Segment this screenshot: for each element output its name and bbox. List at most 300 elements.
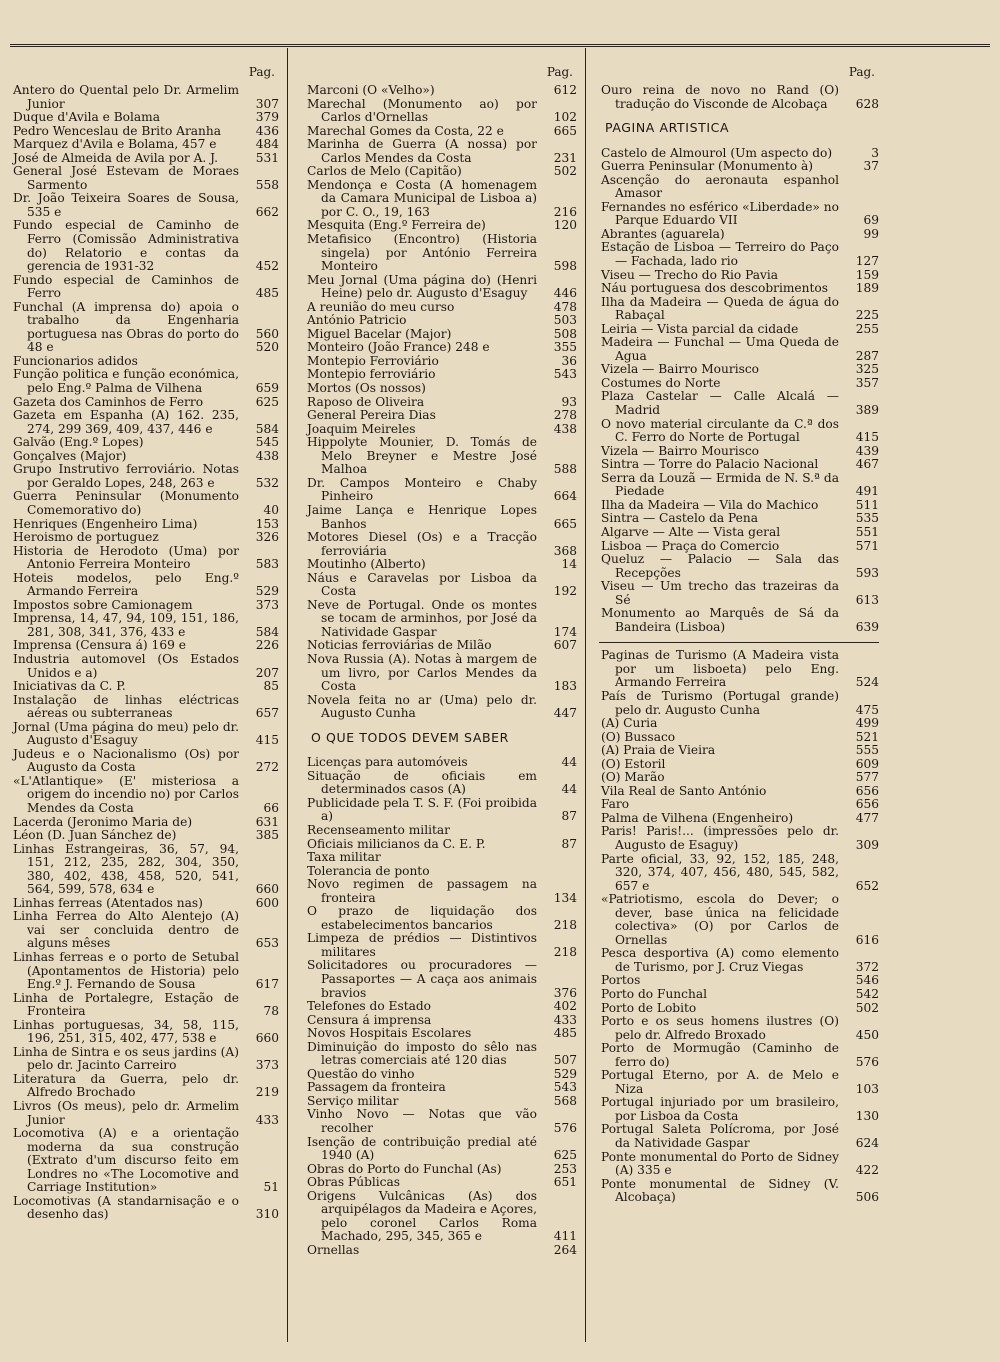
- entry-page-number: 218: [553, 917, 577, 932]
- index-entry: [305, 1244, 577, 1258]
- index-entry: [599, 1042, 879, 1069]
- entry-title: Funcionarios adidos: [13, 353, 138, 368]
- entry-title: Ilha da Madeira — Vila do Machico: [601, 497, 819, 512]
- entry-page-number: 99: [863, 226, 879, 241]
- entry-page-number: 568: [553, 1093, 577, 1108]
- index-entry: [305, 770, 577, 797]
- entry-title: Mesquita (Eng.º Ferreira de): [307, 218, 486, 233]
- entry-page-number: 120: [553, 218, 577, 233]
- index-entry: [599, 785, 879, 799]
- index-entry: [305, 1108, 577, 1135]
- index-entry: [11, 152, 279, 166]
- index-entry: [305, 409, 577, 423]
- entry-page-number: 127: [855, 254, 879, 269]
- index-entry: [305, 436, 577, 477]
- index-entry: [599, 472, 879, 499]
- column-divider: [287, 48, 288, 1342]
- entry-page-number: 571: [855, 538, 879, 553]
- index-entry: [599, 512, 879, 526]
- entry-page-number: 628: [855, 96, 879, 111]
- entry-title: Industria automovel (Os Estados Unidos e a): [13, 651, 239, 680]
- index-entry: [11, 301, 279, 355]
- index-entry: [11, 355, 279, 369]
- entry-page-number: 652: [855, 878, 879, 893]
- index-entry: [11, 111, 279, 125]
- entry-page-number: 78: [263, 1004, 279, 1019]
- index-entry: [599, 458, 879, 472]
- entry-page-number: 216: [553, 204, 577, 219]
- index-entry: [599, 825, 879, 852]
- entry-title: Iniciativas da C. P.: [13, 679, 126, 694]
- index-entry: [599, 84, 879, 111]
- entry-page-number: 507: [553, 1053, 577, 1068]
- index-entry: [305, 694, 577, 721]
- entry-title: Meu Jornal (Uma página do) (Henri Heine) pelo dr. Augusto d'Esaguy: [307, 272, 537, 301]
- entry-page-number: 576: [553, 1121, 577, 1136]
- entry-title: Locomotivas (A standarnisação e o desenho das): [13, 1193, 239, 1222]
- entry-title: Jornal (Uma página do meu) pelo dr. Augusto d'Esaguy: [13, 719, 239, 748]
- entry-page-number: 584: [255, 624, 279, 639]
- entry-page-number: 653: [255, 936, 279, 951]
- entry-page-number: 625: [255, 394, 279, 409]
- section-heading: PAGINA ARTISTICA: [605, 120, 730, 136]
- index-entry: [599, 893, 879, 947]
- entry-page-number: 219: [255, 1085, 279, 1100]
- entry-title: Portugal Eterno, por A. de Melo e Niza: [601, 1068, 839, 1096]
- entry-page-number: 555: [855, 743, 879, 758]
- index-entry: [11, 680, 279, 694]
- index-entry: [599, 607, 879, 634]
- entry-title: Ouro reina de novo no Rand (O) tradução do Visconde de Alcobaça: [601, 83, 839, 111]
- section-heading: O QUE TODOS DEVEM SABER: [311, 729, 509, 745]
- entry-title: Literatura da Guerra, pelo dr. Alfredo Brochado: [13, 1071, 239, 1100]
- entry-title: Monteiro (João France) 248 e: [307, 340, 490, 355]
- entry-page-number: 625: [553, 1148, 577, 1163]
- entry-page-number: 584: [255, 421, 279, 436]
- index-entry: [599, 744, 879, 758]
- entry-title: Madeira — Funchal — Uma Queda de Agua: [601, 335, 839, 363]
- entry-title: Paris! Paris!... (impressões pelo dr. Augusto de Esaguy): [601, 824, 839, 852]
- entry-title: Fernandes no esférico «Liberdade» no Parque Eduardo VII: [601, 199, 839, 228]
- entry-title: Ascenção do aeronauta espanhol Amasor: [601, 172, 839, 201]
- index-entry: [305, 838, 577, 852]
- index-entry: [11, 1100, 279, 1127]
- index-entry: [599, 174, 879, 201]
- entry-title: Fundo especial de Caminhos de Ferro: [13, 272, 239, 301]
- entry-title: Linhas portuguesas, 34, 58, 115, 196, 251, 315, 402, 477, 538 e: [13, 1017, 239, 1046]
- entry-page-number: 87: [561, 809, 577, 824]
- entry-title: Metafisico (Encontro) (Historia singela) por António Ferreira Monteiro: [307, 232, 537, 274]
- entry-title: Questão do vinho: [307, 1066, 415, 1081]
- entry-page-number: 93: [561, 394, 577, 409]
- entry-page-number: 357: [855, 375, 879, 390]
- index-entry: [305, 1176, 577, 1190]
- index-entry: [305, 1000, 577, 1014]
- entry-page-number: 85: [263, 679, 279, 694]
- entry-title: Função politica e função económica, pelo Eng.º Palma de Vilhena: [13, 367, 239, 396]
- index-entry: [11, 531, 279, 545]
- column-divider: [585, 48, 586, 1342]
- entry-title: Vizela — Bairro Mourisco: [601, 362, 760, 377]
- index-list: [305, 84, 577, 721]
- entry-title: Castelo de Almourol (Um aspecto do): [601, 145, 833, 160]
- entry-page-number: 373: [255, 597, 279, 612]
- entry-page-number: 477: [855, 810, 879, 825]
- entry-page-number: 484: [255, 137, 279, 152]
- entry-page-number: 656: [855, 797, 879, 812]
- entry-page-number: 529: [553, 1066, 577, 1081]
- index-entry: [11, 1195, 279, 1222]
- entry-title: Vila Real de Santo António: [601, 783, 767, 798]
- index-entry: [599, 1015, 879, 1042]
- index-entry: [11, 816, 279, 830]
- index-entry: [305, 865, 577, 879]
- entry-title: Marechal Gomes da Costa, 22 e: [307, 123, 504, 138]
- entry-page-number: 438: [255, 448, 279, 463]
- entry-title: Linha de Portalegre, Estação de Fronteira: [13, 990, 239, 1019]
- entry-title: Náu portuguesa dos descobrimentos: [601, 281, 828, 296]
- index-entry: [599, 771, 879, 785]
- entry-title: (O) Marão: [601, 770, 665, 785]
- entry-title: Gonçalves (Major): [13, 448, 127, 463]
- index-entry: [305, 355, 577, 369]
- entry-page-number: 255: [855, 321, 879, 336]
- index-list: [305, 756, 577, 1257]
- index-entry: [599, 269, 879, 283]
- entry-page-number: 207: [255, 665, 279, 680]
- entry-page-number: 225: [855, 308, 879, 323]
- entry-page-number: 485: [553, 1026, 577, 1041]
- entry-title: Queluz — Palacio — Sala das Recepções: [601, 552, 839, 580]
- entry-page-number: 37: [863, 159, 879, 174]
- index-entry: [305, 1136, 577, 1163]
- entry-title: Licenças para automóveis: [307, 755, 468, 770]
- entry-title: Guerra Peninsular (Monumento Comemorativo do): [13, 489, 239, 517]
- entry-title: Porto de Mormugão (Caminho de ferro do): [601, 1041, 839, 1069]
- entry-title: Vizela — Bairro Mourisco: [601, 443, 760, 458]
- entry-title: Lisboa — Praça do Comercio: [601, 538, 780, 553]
- entry-title: Solicitadores ou procuradores — Passaportes — A caça aos animais bravios: [307, 958, 537, 1000]
- index-entry: [305, 314, 577, 328]
- index-entry: [305, 959, 577, 1000]
- index-entry: [305, 905, 577, 932]
- entry-title: Passagem da fronteira: [307, 1080, 446, 1095]
- index-entry: [305, 1095, 577, 1109]
- entry-title: Isenção de contribuição predial até 1940 (A): [307, 1134, 537, 1163]
- entry-page-number: 659: [255, 381, 279, 396]
- index-entry: [11, 1019, 279, 1046]
- entry-page-number: 66: [263, 800, 279, 815]
- entry-page-number: 134: [553, 890, 577, 905]
- index-entry: [599, 160, 879, 174]
- index-entry: [305, 274, 577, 301]
- index-column-1: [11, 56, 279, 1348]
- index-entry: [305, 301, 577, 315]
- entry-page-number: 439: [855, 443, 879, 458]
- index-entry: [11, 599, 279, 613]
- index-entry: [599, 445, 879, 459]
- entry-page-number: 600: [255, 895, 279, 910]
- entry-page-number: 616: [855, 932, 879, 947]
- index-entry: [11, 775, 279, 816]
- index-entry: [305, 477, 577, 504]
- index-entry: [305, 824, 577, 838]
- entry-title: Ornellas: [307, 1242, 360, 1257]
- entry-page-number: 656: [855, 783, 879, 798]
- entry-page-number: 189: [855, 281, 879, 296]
- index-entry: [599, 649, 879, 690]
- entry-page-number: 87: [561, 836, 577, 851]
- entry-title: Faro: [601, 797, 630, 812]
- entry-title: Pesca desportiva (A) como elemento de Turismo, por J. Cruz Viegas: [601, 946, 839, 974]
- entry-title: Duque d'Avila e Bolama: [13, 110, 161, 125]
- entry-title: Abrantes (aguarela): [601, 226, 725, 241]
- entry-title: (O) Estoril: [601, 756, 666, 771]
- entry-title: Portugal injuriado por um brasileiro, por Lisboa da Costa: [601, 1095, 839, 1123]
- entry-title: Imprensa (Censura á) 169 e: [13, 638, 186, 653]
- index-entry: [305, 423, 577, 437]
- entry-title: Léon (D. Juan Sánchez de): [13, 828, 177, 843]
- index-list: [599, 147, 879, 635]
- entry-title: Paginas de Turismo (A Madeira vista por um lisboeta) pelo Eng. Armando Ferreira: [601, 648, 839, 690]
- entry-title: Origens Vulcânicas (As) dos arquipélagos da Madeira e Açores, pelo coronel Carlos Roma Machado, 295, 345, 365 e: [307, 1188, 537, 1244]
- index-entry: [599, 731, 879, 745]
- entry-title: Novos Hospitais Escolares: [307, 1026, 472, 1041]
- index-entry: [599, 553, 879, 580]
- index-entry: [305, 756, 577, 770]
- index-entry: [599, 282, 879, 296]
- entry-page-number: 153: [255, 516, 279, 531]
- entry-page-number: 531: [255, 150, 279, 165]
- entry-page-number: 372: [855, 959, 879, 974]
- entry-title: General José Estevam de Moraes Sarmento: [13, 164, 239, 192]
- entry-title: Linhas ferreas (Atentados nas): [13, 895, 203, 910]
- entry-title: General Pereira Dias: [307, 408, 436, 423]
- index-entry: [599, 717, 879, 731]
- entry-title: Carlos de Melo (Capitão): [307, 164, 462, 179]
- index-entry: [11, 490, 279, 517]
- entry-title: Plaza Castelar — Calle Alcalá — Madrid: [601, 389, 839, 418]
- entry-page-number: 503: [553, 313, 577, 328]
- index-entry: [599, 540, 879, 554]
- entry-page-number: 159: [855, 267, 879, 282]
- index-entry: [11, 368, 279, 395]
- entry-title: Hippolyte Mounier, D. Tomás de Melo Breyner e Mestre José Malhoa: [307, 435, 537, 477]
- entry-title: Montepio Ferroviário: [307, 353, 439, 368]
- entry-page-number: 662: [255, 204, 279, 219]
- entry-title: Linhas Estrangeiras, 36, 57, 94, 151, 212, 235, 282, 304, 350, 380, 402, 438, 458, 520, 541, 564, 599, 578, 634 e: [13, 841, 239, 897]
- index-entry: [599, 296, 879, 323]
- entry-page-number: 535: [855, 511, 879, 526]
- entry-title: Pedro Wenceslau de Brito Aranha: [13, 123, 222, 138]
- index-entry: [11, 274, 279, 301]
- entry-page-number: 373: [255, 1058, 279, 1073]
- entry-page-number: 438: [553, 421, 577, 436]
- index-entry: [305, 851, 577, 865]
- index-entry: [599, 526, 879, 540]
- entry-page-number: 577: [855, 770, 879, 785]
- entry-title: Guerra Peninsular (Monumento à): [601, 159, 814, 174]
- entry-page-number: 278: [553, 408, 577, 423]
- index-entry: [599, 988, 879, 1002]
- entry-title: Judeus e o Nacionalismo (Os) por Augusto da Costa: [13, 746, 239, 775]
- index-entry: [11, 219, 279, 273]
- index-entry: [11, 951, 279, 992]
- index-entry: [11, 639, 279, 653]
- index-entry: [305, 531, 577, 558]
- entry-page-number: 447: [553, 706, 577, 721]
- entry-page-number: 36: [561, 353, 577, 368]
- entry-title: Instalação de linhas eléctricas aéreas ou subterraneas: [13, 692, 239, 721]
- entry-page-number: 551: [855, 524, 879, 539]
- index-entry: [305, 653, 577, 694]
- index-entry: [11, 396, 279, 410]
- entry-page-number: 411: [553, 1229, 577, 1244]
- entry-title: Obras do Porto do Funchal (As): [307, 1161, 502, 1176]
- index-entry: [305, 1041, 577, 1068]
- entry-title: Dr. Campos Monteiro e Chaby Pinheiro: [307, 475, 537, 504]
- entry-title: Portos: [601, 973, 641, 988]
- index-entry: [305, 1027, 577, 1041]
- index-entry: [599, 580, 879, 607]
- index-entry: [305, 504, 577, 531]
- entry-page-number: 452: [255, 259, 279, 274]
- index-entry: [599, 758, 879, 772]
- index-entry: [599, 228, 879, 242]
- index-entry: [11, 436, 279, 450]
- index-entry: [599, 1123, 879, 1150]
- index-entry: [305, 878, 577, 905]
- entry-title: Gazeta dos Caminhos de Ferro: [13, 394, 204, 409]
- index-entry: [11, 721, 279, 748]
- entry-title: Publicidade pela T. S. F. (Foi proibida a): [307, 795, 537, 824]
- entry-page-number: 624: [855, 1136, 879, 1151]
- entry-page-number: 609: [855, 756, 879, 771]
- index-list: [599, 84, 879, 111]
- entry-page-number: 69: [863, 213, 879, 228]
- index-entry: [11, 192, 279, 219]
- entry-title: Vinho Novo — Notas que vão recolher: [307, 1107, 537, 1136]
- entry-page-number: 325: [855, 362, 879, 377]
- index-entry: [11, 125, 279, 139]
- index-entry: [599, 1069, 879, 1096]
- entry-title: Linha Ferrea do Alto Alentejo (A) vai ser concluida dentro de alguns mêses: [13, 909, 239, 951]
- index-entry: [599, 798, 879, 812]
- index-entry: [305, 1014, 577, 1028]
- entry-title: Serviço militar: [307, 1093, 399, 1108]
- entry-page-number: 192: [553, 584, 577, 599]
- entry-title: Ponte monumental de Sidney (V. Alcobaça): [601, 1176, 839, 1205]
- index-entry: [599, 1178, 879, 1205]
- entry-page-number: 532: [255, 475, 279, 490]
- entry-page-number: 543: [553, 367, 577, 382]
- index-entry: [599, 690, 879, 717]
- entry-title: Porto e os seus homens ilustres (O) pelo dr. Alfredo Broxado: [601, 1014, 839, 1042]
- entry-page-number: 657: [255, 706, 279, 721]
- entry-page-number: 307: [255, 96, 279, 111]
- entry-page-number: 174: [553, 624, 577, 639]
- entry-title: Mortos (Os nossos): [307, 381, 426, 396]
- index-entry: [599, 323, 879, 337]
- entry-title: Locomotiva (A) e a orientação moderna da sua construção (Extrato d'um discurso feito em Londres no «The Locomotive and Carriage Institution»: [13, 1126, 239, 1195]
- entry-title: Linhas ferreas e o porto de Setubal (Apontamentos de Historia) pelo Eng.º J. Fernando de Sousa: [13, 950, 239, 992]
- entry-title: Leiria — Vista parcial da cidade: [601, 321, 799, 336]
- entry-page-number: 560 520: [255, 326, 279, 355]
- entry-title: Estação de Lisboa — Terreiro do Paço — Fachada, lado rio: [601, 240, 839, 269]
- entry-title: Sintra — Castelo da Pena: [601, 511, 759, 526]
- index-entry: [305, 797, 577, 824]
- entry-page-number: 102: [553, 110, 577, 125]
- entry-page-number: 508: [553, 326, 577, 341]
- index-entry: [11, 1127, 279, 1195]
- entry-title: Marinha de Guerra (A nossa) por Carlos Mendes da Costa: [307, 137, 537, 165]
- index-entry: [599, 377, 879, 391]
- entry-title: Neve de Portugal. Onde os montes se tocam de arminhos, por José da Natividade Gaspar: [307, 597, 537, 639]
- index-entry: [305, 382, 577, 396]
- entry-page-number: 502: [553, 164, 577, 179]
- index-entry: [305, 572, 577, 599]
- entry-title: Monumento ao Marquês de Sá da Bandeira (Lisboa): [601, 606, 839, 634]
- entry-title: Galvão (Eng.º Lopes): [13, 435, 144, 450]
- entry-title: Novo regimen de passagem na fronteira: [307, 877, 537, 905]
- entry-page-number: 485: [255, 286, 279, 301]
- index-entry: [305, 1068, 577, 1082]
- index-entry: [305, 84, 577, 98]
- entry-page-number: 272: [255, 760, 279, 775]
- index-entry: [305, 368, 577, 382]
- entry-page-number: 422: [855, 1163, 879, 1178]
- entry-title: Moutinho (Alberto): [307, 557, 426, 572]
- entry-title: Censura á imprensa: [307, 1012, 432, 1027]
- entry-title: Mendonça e Costa (A homenagem da Camara Municipal de Lisboa a) por C. O., 19, 163: [307, 177, 537, 219]
- entry-page-number: 103: [855, 1081, 879, 1096]
- entry-title: Tolerancia de ponto: [307, 863, 430, 878]
- index-entry: [11, 518, 279, 532]
- entry-page-number: 264: [553, 1242, 577, 1257]
- index-entry: [305, 341, 577, 355]
- entry-page-number: 475: [855, 702, 879, 717]
- entry-page-number: 415: [255, 733, 279, 748]
- entry-page-number: 183: [553, 679, 577, 694]
- entry-page-number: 433: [255, 1112, 279, 1127]
- index-entry: [599, 241, 879, 268]
- entry-title: Miguel Bacelar (Major): [307, 326, 452, 341]
- entry-page-number: 415: [855, 430, 879, 445]
- entry-page-number: 521: [855, 729, 879, 744]
- pag-header: Pag.: [546, 65, 573, 79]
- entry-page-number: 529: [255, 584, 279, 599]
- pag-header: Pag.: [248, 65, 275, 79]
- entry-title: Situação de oficiais em determinados casos (A): [307, 768, 537, 797]
- entry-page-number: 665: [553, 123, 577, 138]
- entry-title: Linha de Sintra e os seus jardins (A) pelo dr. Jacinto Carreiro: [13, 1044, 239, 1073]
- entry-title: Dr. João Teixeira Soares de Sousa, 535 e: [13, 191, 239, 219]
- entry-page-number: 326: [255, 530, 279, 545]
- index-entry: [11, 992, 279, 1019]
- index-entry: [11, 694, 279, 721]
- entry-title: Portugal Saleta Polícroma, por José da Natividade Gaspar: [601, 1122, 839, 1151]
- index-entry: [599, 147, 879, 161]
- entry-title: Costumes do Norte: [601, 375, 721, 390]
- entry-page-number: 543: [553, 1080, 577, 1095]
- entry-title: Marconi (O «Velho»): [307, 83, 435, 97]
- index-list: [599, 649, 879, 1204]
- entry-page-number: 253: [553, 1161, 577, 1176]
- entry-title: Henriques (Engenheiro Lima): [13, 516, 198, 531]
- index-entry: [305, 558, 577, 572]
- index-entry: [305, 179, 577, 220]
- entry-page-number: 218: [553, 944, 577, 959]
